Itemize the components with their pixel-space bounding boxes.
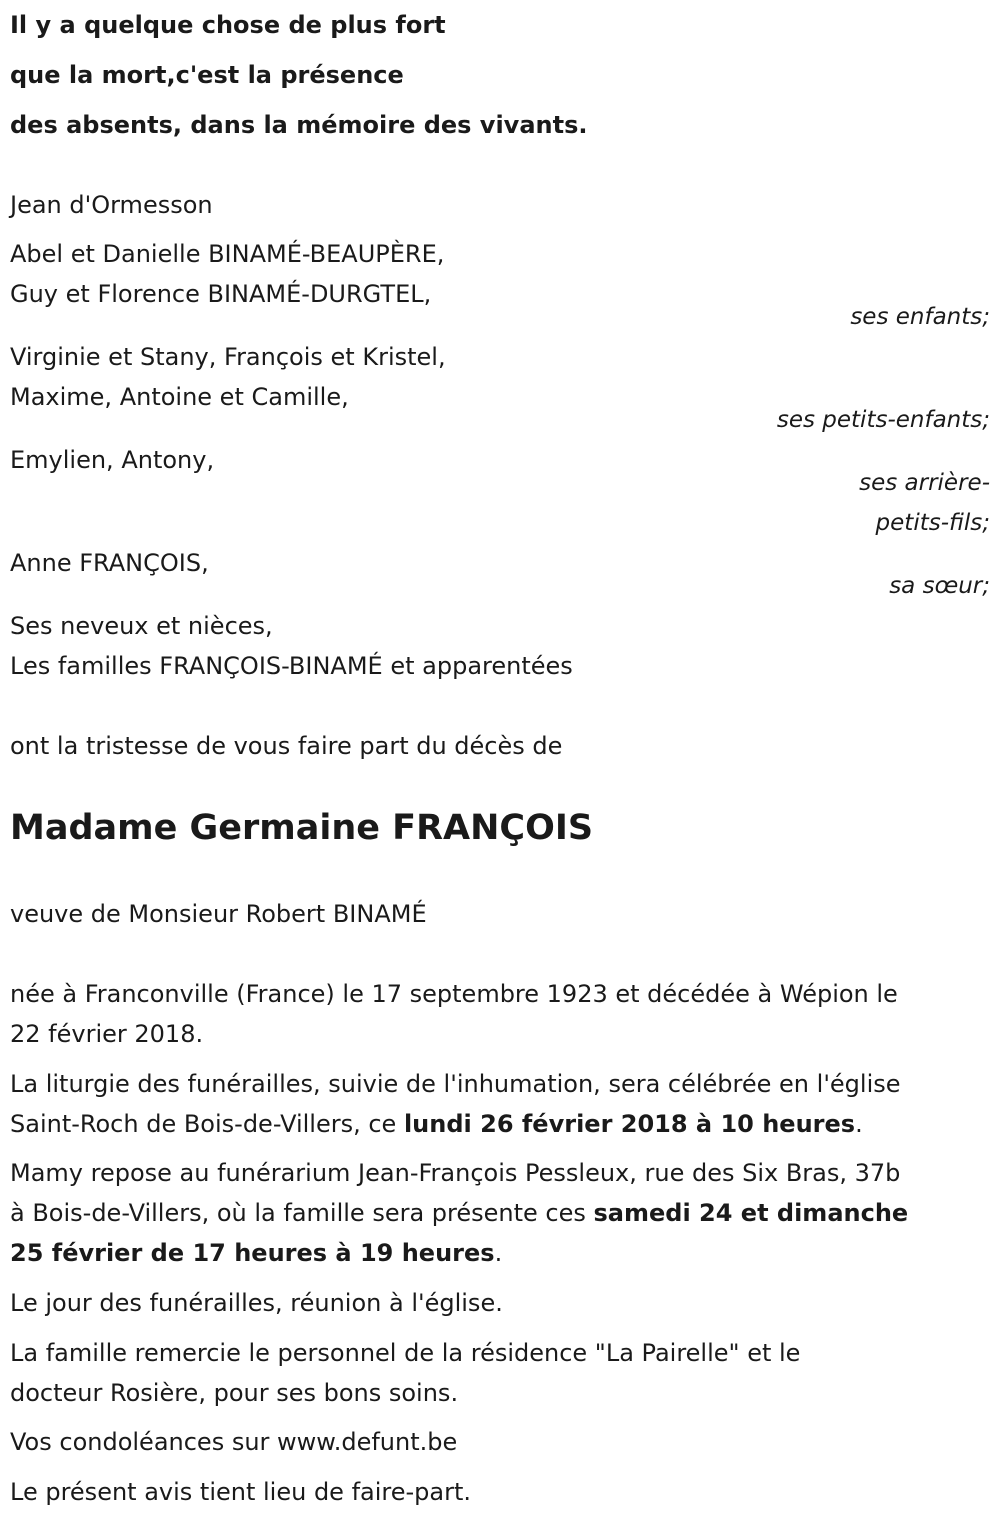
children-line: Guy et Florence BINAMÉ-DURGTEL, [10,280,432,308]
funeral-text: Saint-Roch de Bois-de-Villers, ce [10,1110,404,1138]
children-role: ses enfants; [850,304,990,330]
quote-line: que la mort,c'est la présence [10,61,404,89]
relatives-line: Ses neveux et nièces, [10,612,273,640]
viewing-dates: samedi 24 et dimanche [593,1199,909,1227]
sister-line: Anne FRANÇOIS, [10,549,209,577]
thanks-line: La famille remercie le personnel de la résidence "La Pairelle" et le [10,1339,801,1367]
birth-death-line: 22 février 2018. [10,1020,204,1048]
viewing-text: à Bois-de-Villers, où la famille sera présente ces [10,1199,594,1227]
viewing-line [10,1193,908,1233]
children-line: Abel et Danielle BINAMÉ-BEAUPÈRE, [10,240,445,268]
funeral-line [10,1104,863,1144]
quote-author: Jean d'Ormesson [10,191,213,219]
viewing-line [10,1233,502,1273]
funeral-text: . [855,1110,863,1138]
condolences-line: Vos condoléances sur www.defunt.be [10,1428,458,1456]
spouse-line: veuve de Monsieur Robert BINAMÉ [10,900,427,928]
thanks-line: docteur Rosière, pour ses bons soins. [10,1379,459,1407]
funeral-line: La liturgie des funérailles, suivie de l'inhumation, sera célébrée en l'église [10,1070,901,1098]
funeral-date: lundi 26 février 2018 à 10 heures [403,1110,856,1138]
quote-block [10,0,587,150]
birth-death-line: née à Franconville (France) le 17 septembre 1923 et décédée à Wépion le [10,980,898,1008]
meeting-line: Le jour des funérailles, réunion à l'église. [10,1289,503,1317]
grandchildren-line: Virginie et Stany, François et Kristel, [10,343,446,371]
quote-line: des absents, dans la mémoire des vivants. [10,111,588,139]
quote-line: Il y a quelque chose de plus fort [10,11,446,39]
notice-line: Le présent avis tient lieu de faire-part. [10,1478,472,1506]
viewing-text: . [494,1239,503,1267]
viewing-line: Mamy repose au funérarium Jean-François Pessleux, rue des Six Bras, 37b [10,1159,901,1187]
sister-role: sa sœur; [889,573,990,599]
viewing-hours: 25 février de 17 heures à 19 heures [10,1239,495,1267]
grandchildren-line: Maxime, Antoine et Camille, [10,383,349,411]
announcement: ont la tristesse de vous faire part du décès de [10,732,563,760]
great-grandchildren-line: Emylien, Antony, [10,446,215,474]
great-grandchildren-role: ses arrière- [859,470,990,496]
grandchildren-role: ses petits-enfants; [776,407,990,433]
great-grandchildren-role: petits-fils; [875,510,990,536]
deceased-name: Madame Germaine FRANÇOIS [10,808,594,848]
relatives-line: Les familles FRANÇOIS-BINAMÉ et apparentées [10,652,573,680]
